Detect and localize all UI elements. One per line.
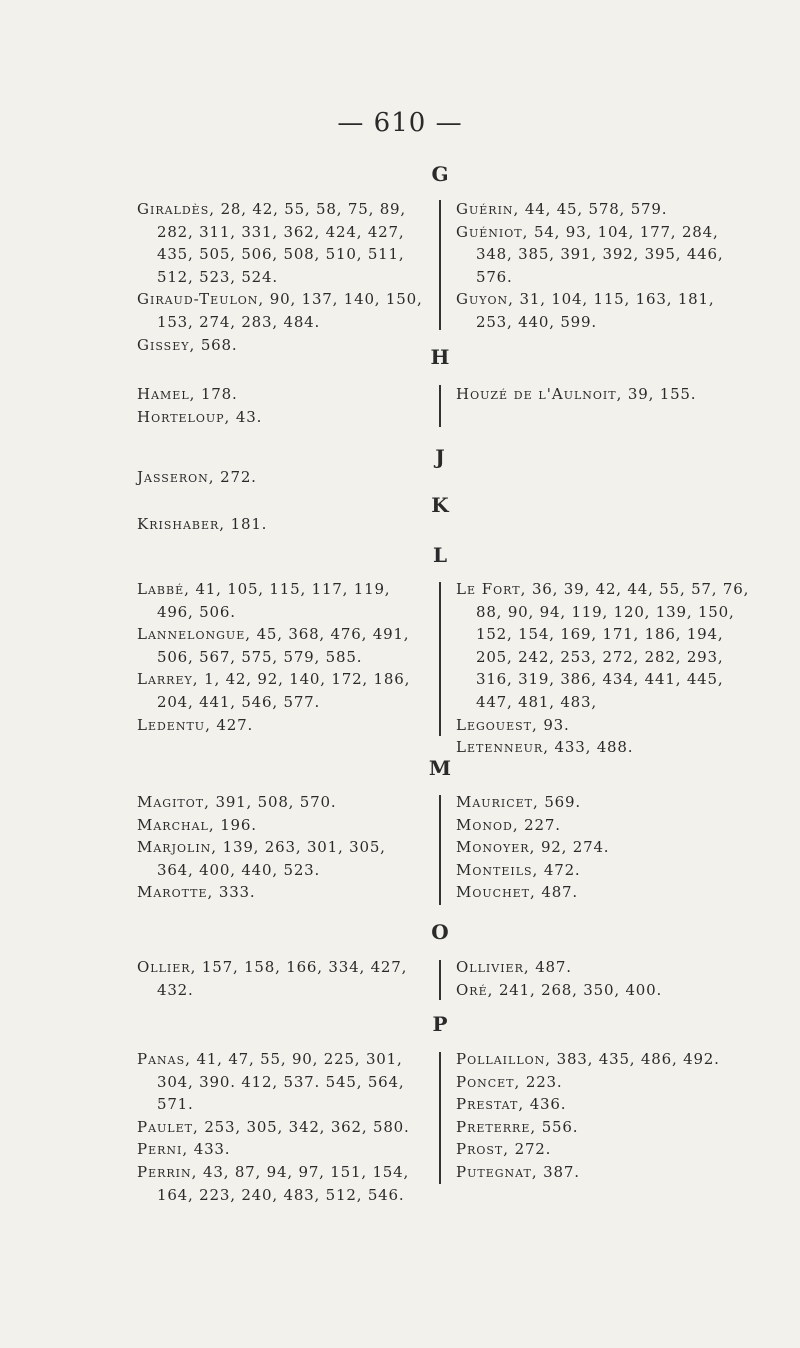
entry-name: Giraud-Teulon, [137, 290, 265, 309]
column-divider [439, 1052, 441, 1184]
entry-refs: 139, 263, 301, 305, 364, 400, 440, 523. [157, 838, 386, 879]
column-divider [439, 960, 441, 1000]
entry-refs: 157, 158, 166, 334, 427, 432. [157, 958, 408, 999]
index-entry [137, 578, 427, 623]
section-letter-k: K [431, 493, 449, 517]
index-entry [137, 1161, 427, 1206]
index-entry [137, 791, 427, 814]
index-entry [137, 668, 427, 713]
index-entry [456, 383, 756, 406]
entry-name: Panas, [137, 1050, 191, 1068]
index-entry [456, 288, 756, 333]
entry-refs: 178. [195, 385, 238, 403]
entry-name: Monteils, [456, 860, 539, 879]
column-left-j [137, 466, 427, 489]
section-letter-o: O [431, 920, 449, 944]
index-entry [456, 714, 756, 737]
index-entry [137, 198, 427, 288]
entry-refs: 387. [537, 1162, 580, 1181]
entry-refs: 383, 435, 486, 492. [551, 1050, 720, 1068]
entry-refs: 45, 368, 476, 491, 506, 567, 575, 579, 585. [157, 625, 410, 666]
entry-refs: 472. [538, 860, 581, 879]
column-left-m [137, 791, 427, 904]
entry-refs: 569. [538, 793, 581, 811]
page-number: — 610 — [337, 108, 463, 138]
entry-refs: 568. [195, 335, 238, 354]
entry-name: Prestat, [456, 1095, 525, 1114]
entry-name: Lannelongue, [137, 625, 251, 644]
entry-name: Guyon, [456, 290, 514, 309]
entry-name: Preterre, [456, 1117, 537, 1136]
index-entry [456, 1116, 756, 1139]
entry-refs: 196. [214, 815, 257, 834]
entry-name: Monod, [456, 815, 519, 834]
entry-name: Jasseron, [137, 468, 215, 486]
index-entry [456, 791, 756, 814]
entry-refs: 333. [213, 883, 256, 902]
column-right-l [456, 578, 756, 759]
index-entry [456, 1071, 756, 1094]
index-entry [456, 859, 756, 882]
entry-name: Prost, [456, 1140, 510, 1159]
index-entry [456, 881, 756, 904]
section-letter-p: P [432, 1012, 448, 1036]
column-right-p [456, 1048, 756, 1184]
entry-refs: 391, 508, 570. [209, 793, 337, 811]
section-letter-j: J [435, 445, 445, 469]
index-entry [137, 814, 427, 837]
index-entry [456, 198, 756, 221]
index-entry [137, 956, 427, 1001]
entry-name: Guérin, [456, 200, 520, 218]
entry-refs: 556. [536, 1117, 579, 1136]
section-letter-h: H [430, 345, 450, 369]
entry-name: Perni, [137, 1140, 189, 1159]
entry-refs: 241, 268, 350, 400. [493, 980, 663, 999]
entry-name: Giraldès, [137, 200, 216, 218]
index-entry [137, 1116, 427, 1139]
index-entry [137, 513, 427, 536]
index-entry [456, 1138, 756, 1161]
section-letter-g: G [431, 162, 449, 186]
entry-refs: 93. [537, 715, 570, 734]
entry-refs: 41, 105, 115, 117, 119, 496, 506. [157, 580, 391, 621]
entry-name: Paulet, [137, 1117, 199, 1136]
section-letter-m: M [428, 756, 452, 780]
index-entry [137, 836, 427, 881]
entry-name: Houzé de l'Aulnoit, [456, 385, 623, 403]
entry-refs: 43. [230, 407, 263, 426]
entry-refs: 487. [535, 883, 578, 902]
column-right-m [456, 791, 756, 904]
entry-refs: 41, 47, 55, 90, 225, 301, 304, 390. 412, 537. 545, 564, 571. [157, 1050, 405, 1114]
column-divider [439, 200, 441, 330]
index-entry [456, 814, 756, 837]
entry-refs: 1, 42, 92, 140, 172, 186, 204, 441, 546, 577. [157, 670, 411, 711]
column-left-h [137, 383, 427, 428]
column-left-l [137, 578, 427, 736]
entry-name: Marjolin, [137, 838, 218, 857]
entry-refs: 272. [214, 468, 257, 486]
entry-refs: 36, 39, 42, 44, 55, 57, 76, 88, 90, 94, 119, 120, 139, 150, 152, 154, 169, 171, 186, 194, 205, 242, 253, 272, 282, 293, 316, 319, 386, 434, 441, 445, 447, 481, 483, [476, 580, 750, 711]
entry-name: Ledentu, [137, 715, 211, 734]
index-entry [456, 1161, 756, 1184]
entry-name: Larrey, [137, 670, 199, 689]
entry-name: Marchal, [137, 815, 215, 834]
column-left-k [137, 513, 427, 536]
entry-refs: 223. [520, 1072, 563, 1091]
index-entry [137, 383, 427, 406]
entry-refs: 253, 305, 342, 362, 580. [198, 1117, 410, 1136]
entry-refs: 28, 42, 55, 58, 75, 89, 282, 311, 331, 362, 424, 427, 435, 505, 506, 508, 510, 511, 512, 523, 524. [157, 200, 406, 286]
entry-name: Mouchet, [456, 883, 536, 902]
entry-name: Marotte, [137, 883, 214, 902]
entry-refs: 54, 93, 104, 177, 284, 348, 385, 391, 392, 395, 446, 576. [476, 222, 724, 286]
entry-refs: 227. [518, 815, 561, 834]
column-right-g [456, 198, 756, 334]
entry-name: Labbé, [137, 580, 190, 598]
column-right-o [456, 956, 756, 1001]
entry-refs: 90, 137, 140, 150, 153, 274, 283, 484. [157, 290, 423, 331]
entry-refs: 39, 155. [622, 385, 697, 403]
entry-name: Pollaillon, [456, 1050, 552, 1068]
index-entry [456, 1093, 756, 1116]
entry-name: Legouest, [456, 715, 538, 734]
entry-name: Ollier, [137, 958, 197, 976]
entry-refs: 44, 45, 578, 579. [519, 200, 668, 218]
entry-refs: 92, 274. [535, 838, 610, 857]
column-divider [439, 582, 441, 736]
index-entry [456, 578, 756, 714]
index-entry [137, 623, 427, 668]
index-entry [137, 466, 427, 489]
entry-refs: 433. [188, 1140, 231, 1159]
entry-name: Le Fort, [456, 580, 527, 598]
entry-name: Krishaber, [137, 515, 226, 533]
index-entry [456, 979, 756, 1002]
entry-name: Putegnat, [456, 1162, 538, 1181]
index-entry [137, 406, 427, 429]
entry-refs: 181. [225, 515, 268, 533]
entry-name: Gissey, [137, 335, 196, 354]
section-letter-l: L [432, 543, 448, 567]
entry-name: Perrin, [137, 1162, 198, 1181]
column-right-h [456, 383, 756, 406]
entry-refs: 436. [524, 1095, 567, 1114]
entry-refs: 487. [529, 958, 572, 976]
entry-name: Ollivier, [456, 958, 530, 976]
index-entry [456, 836, 756, 859]
index-entry [137, 1138, 427, 1161]
entry-refs: 427. [210, 715, 254, 734]
index-entry [456, 956, 756, 979]
entry-name: Poncet, [456, 1072, 521, 1091]
index-entry [137, 881, 427, 904]
column-divider [439, 385, 441, 427]
entry-refs: 31, 104, 115, 163, 181, 253, 440, 599. [476, 290, 715, 331]
index-entry [137, 714, 427, 737]
entry-refs: 433, 488. [548, 738, 634, 757]
entry-name: Letenneur, [456, 738, 549, 757]
index-entry [137, 288, 427, 333]
entry-name: Hamel, [137, 385, 196, 403]
index-entry [456, 1048, 756, 1071]
entry-name: Mauricet, [456, 793, 539, 811]
column-divider [439, 795, 441, 905]
column-left-p [137, 1048, 427, 1206]
entry-name: Horteloup, [137, 407, 231, 426]
entry-name: Magitot, [137, 793, 210, 811]
entry-name: Monoyer, [456, 838, 536, 857]
index-entry [137, 1048, 427, 1116]
entry-refs: 43, 87, 94, 97, 151, 154, 164, 223, 240, 483, 512, 546. [157, 1162, 410, 1204]
column-left-g [137, 198, 427, 356]
column-left-o [137, 956, 427, 1001]
entry-refs: 272. [509, 1140, 552, 1159]
index-entry [456, 221, 756, 289]
entry-name: Oré, [456, 980, 494, 999]
entry-name: Guéniot, [456, 222, 529, 241]
